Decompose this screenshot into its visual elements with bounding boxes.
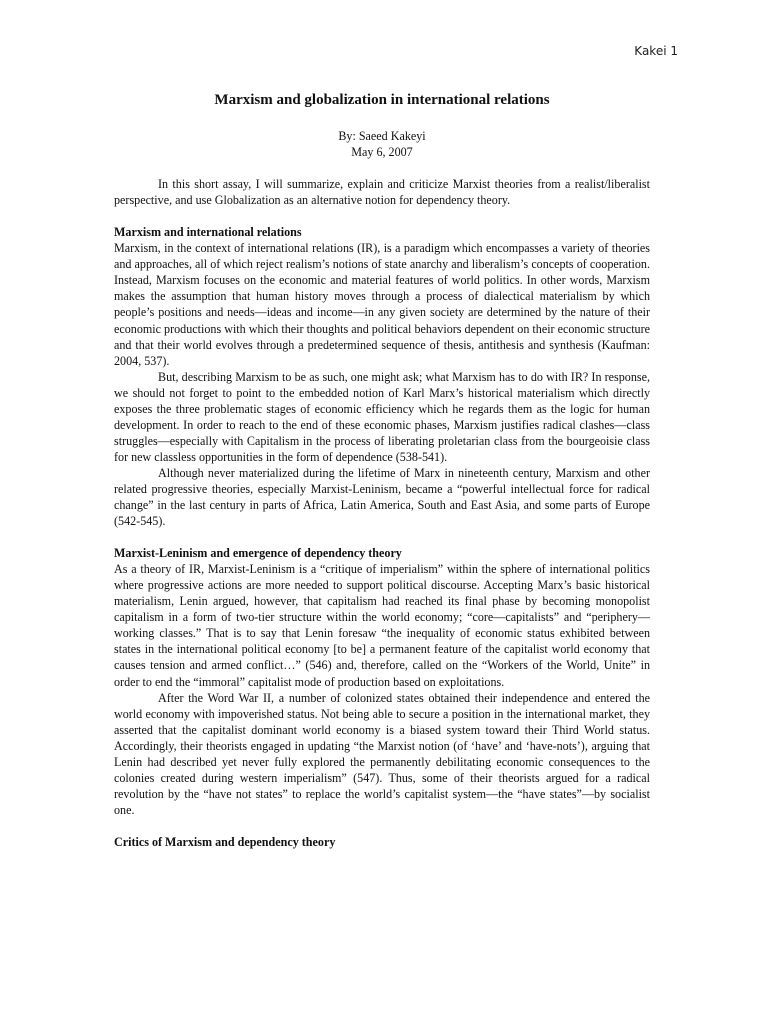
paragraph: Marxism, in the context of international relations (IR), is a paradigm which encompasses a variety of theories and approaches, all of which reject realism’s notions of state anarchy and liberalism’s concepts of cooperation. Instead, Marxism focuses on the economic and material features of world politics. In other words, Marxism makes the assumption that human history moves through a process of dialectical materialism by which people’s positions and needs—ideas and income—in any given society are determined by the nature of their economic productions with which their thoughts and political behaviors dependent on their economic structure and that their world evolves through a predetermined sequence of thesis, antithesis and synthesis (Kaufman: 2004, 537). xyxy=(114,241,650,368)
document-date: May 6, 2007 xyxy=(351,145,413,160)
section-heading: Critics of Marxism and dependency theory xyxy=(114,834,336,849)
paragraph: As a theory of IR, Marxist-Leninism is a “critique of imperialism” within the sphere of international politics where progressive actions are more needed to support political discourse. Accepting Marx’s basic historical materialism, Lenin argued, however, that capitalism had reached its final phase by becoming monopolist capitalism in a form of two-tier structure within the world economy; “core—capitalists” and “periphery—working classes.” That is to say that Lenin foresaw “the inequality of economic status exhibited between states in the international political economy [to be] a permanent feature of the capitalist world economy that causes tension and armed conflict…” (546) and, therefore, called on the “Workers of the World, Unite” in order to end the “immoral” capitalist mode of production based on exploitations. xyxy=(114,562,650,689)
section-heading: Marxism and international relations xyxy=(114,225,302,240)
section-marxism-ir xyxy=(114,224,650,529)
document-body xyxy=(114,92,650,850)
intro-paragraph: In this short assay, I will summarize, explain and criticize Marxist theories from a realist/liberalist perspective, and use Globalization as an alternative notion for dependency theory. xyxy=(114,177,650,208)
section-critics xyxy=(114,834,650,850)
document-title: Marxism and globalization in international relations xyxy=(214,92,550,108)
paragraph: Although never materialized during the lifetime of Marx in nineteenth century, Marxism and other related progressive theories, especially Marxist-Leninism, became a “powerful intellectual force for radical change” in the last century in parts of Africa, Latin America, South and East Asia, and some parts of Europe (542-545). xyxy=(114,465,650,529)
paragraph: After the Word War II, a number of colonized states obtained their independence and entered the world economy with impoverished status. Not being able to secure a position in the international market, they asserted that the capitalist dominant world economy is a biased system toward their Third World status. Accordingly, their theorists engaged in updating “the Marxist notion (of ‘have’ and ‘have-nots’), arguing that Lenin had described yet never fully explored the permanently debilitating economic consequences to the colonies created during western imperialism” (547). Thus, some of their theorists argued for a radical revolution by the “have not states” to replace the world’s capitalist system—the “have states”—by socialist one. xyxy=(114,690,650,817)
section-heading: Marxist-Leninism and emergence of dependency theory xyxy=(114,546,402,561)
section-marxist-leninism xyxy=(114,545,650,818)
page-header: Kakei 1 xyxy=(634,44,678,58)
paragraph: But, describing Marxism to be as such, one might ask; what Marxism has to do with IR? In response, we should not forget to point to the embedded notion of Karl Marx’s historical materialism which directly exposes the three problematic stages of economic efficiency which he regards them as the logic for human development. In order to reach to the end of these economic phases, Marxism justifies radical clashes—class struggles—especially with Capitalism in the process of liberating proletarian class from the bourgeoisie class for new classless opportunities in the form of dependence (538-541). xyxy=(114,369,650,464)
author-byline: By: Saeed Kakeyi xyxy=(338,129,426,144)
